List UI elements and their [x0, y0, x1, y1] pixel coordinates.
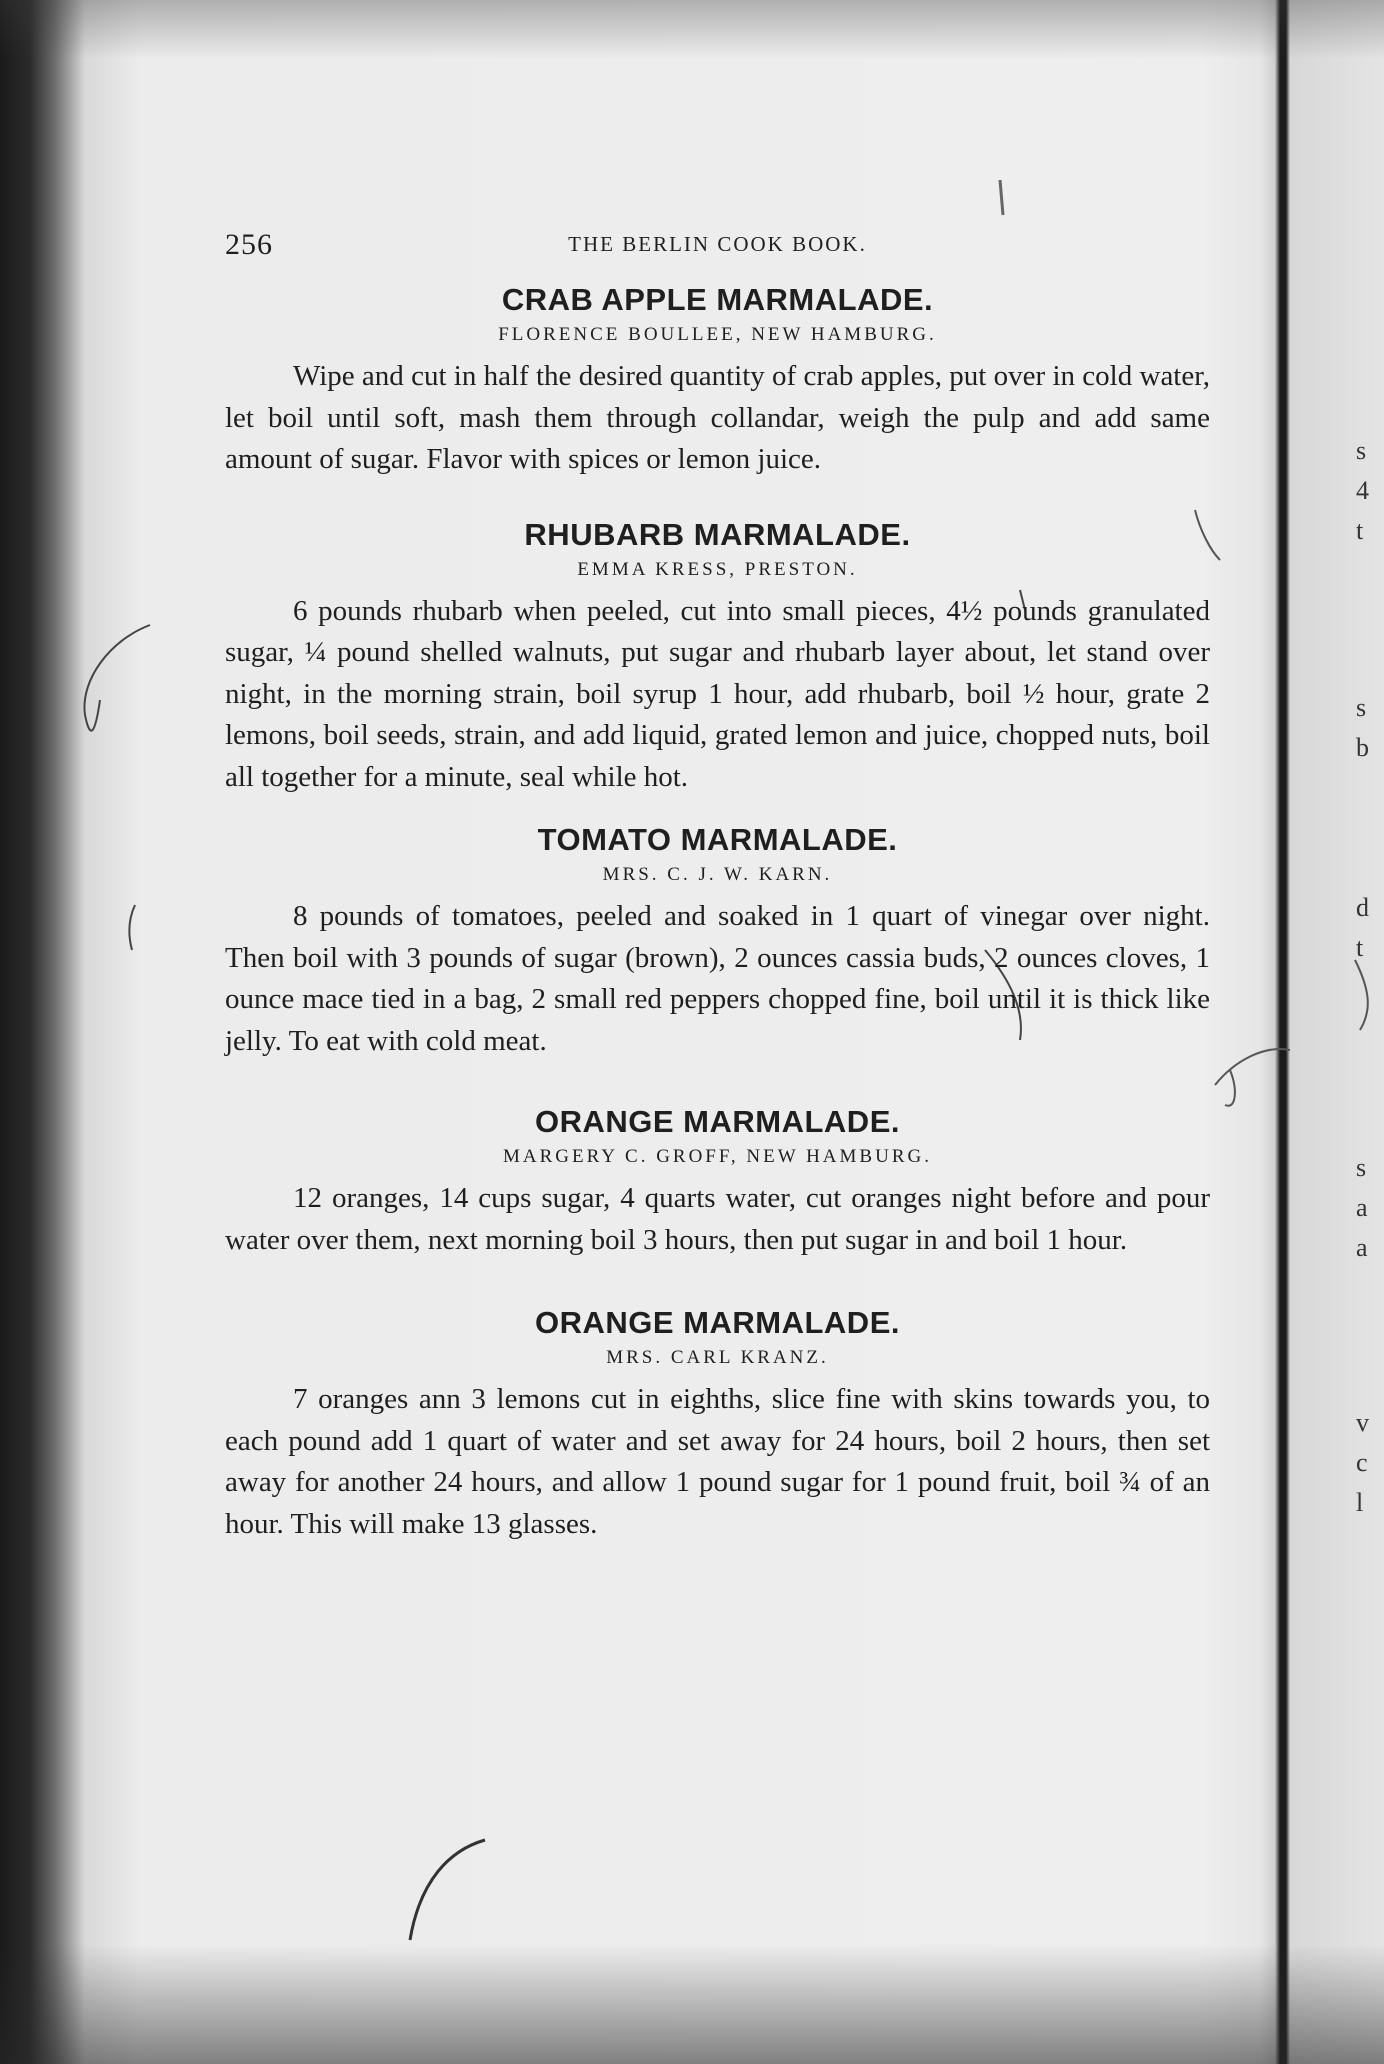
edge-letter: c: [1356, 1448, 1368, 1477]
recipe-crab-apple-marmalade: [225, 280, 1210, 481]
scan-shadow-bottom: [0, 1944, 1384, 2064]
edge-letter: l: [1356, 1488, 1364, 1517]
recipe-title: ORANGE MARMALADE.: [535, 1104, 900, 1139]
book-page: [225, 220, 1210, 1545]
recipe-body: 7 oranges ann 3 lemons cut in eighths, slice fine with skins towards you, to each pound add 1 quart of water and set away for 24 hours, boil 2 hours, then set away for another 24 hours, and allow 1 pound sugar for 1 pound fruit, boil ¾ of an hour. This will make 13 glasses.: [225, 1383, 1210, 1540]
recipe-rhubarb-marmalade: [225, 515, 1210, 799]
edge-letter: v: [1356, 1408, 1369, 1437]
running-head: [225, 220, 1210, 270]
recipe-orange-marmalade-kranz: [225, 1303, 1210, 1545]
recipe-body: 6 pounds rhubarb when peeled, cut into small pieces, 4½ pounds granulated sugar, ¼ pound shelled walnuts, put sugar and rhubarb layer about, let stand over night, in the morning strain, boil syrup 1 hour, add rhubarb, boil ½ hour, grate 2 lemons, boil seeds, strain, and add liquid, grated lemon and juice, chopped nuts, boil all together for a minute, seal while hot.: [225, 594, 1210, 793]
recipe-author: MRS. CARL KRANZ.: [606, 1347, 829, 1368]
edge-letter: d: [1356, 893, 1369, 922]
edge-letter: s: [1356, 1153, 1367, 1182]
recipe-body: 8 pounds of tomatoes, peeled and soaked in 1 quart of vinegar over night. Then boil with 3 pounds of sugar (brown), 2 ounces cassia buds, 2 ounces cloves, 1 ounce mace tied in a bag, 2 small red peppers chopped fine, boil until it is thick like jelly. To eat with cold meat.: [225, 900, 1210, 1057]
recipe-author: MARGERY C. GROFF, NEW HAMBURG.: [503, 1146, 932, 1167]
edge-letter: s: [1356, 693, 1367, 722]
edge-letter: 4: [1356, 476, 1369, 505]
recipe-author: EMMA KRESS, PRESTON.: [577, 558, 858, 580]
recipe-title: ORANGE MARMALADE.: [535, 1305, 900, 1340]
recipe-orange-marmalade-groff: [225, 1102, 1210, 1261]
page-number: 256: [225, 228, 273, 261]
edge-letter: a: [1356, 1193, 1368, 1222]
recipe-author: FLORENCE BOULLEE, NEW HAMBURG.: [498, 324, 937, 345]
edge-letter: t: [1356, 933, 1364, 962]
recipe-author: MRS. C. J. W. KARN.: [602, 864, 833, 885]
edge-letter: t: [1356, 516, 1364, 545]
edge-letter: s: [1356, 436, 1367, 465]
edge-letter: b: [1356, 733, 1369, 762]
edge-letter: a: [1356, 1233, 1368, 1262]
book-title: THE BERLIN COOK BOOK.: [568, 232, 867, 256]
recipe-title: TOMATO MARMALADE.: [537, 822, 898, 857]
recipe-tomato-marmalade: [225, 820, 1210, 1062]
recipe-title: CRAB APPLE MARMALADE.: [501, 282, 934, 317]
recipe-title: RHUBARB MARMALADE.: [524, 516, 911, 552]
recipe-body: Wipe and cut in half the desired quantity of crab apples, put over in cold water, let boil until soft, mash them through collandar, weigh the pulp and add same amount of sugar. Flavor with spices or lemon juice.: [225, 360, 1210, 475]
recipe-body: 12 oranges, 14 cups sugar, 4 quarts water, cut oranges night before and pour water over them, next morning boil 3 hours, then put sugar in and boil 1 hour.: [225, 1182, 1210, 1256]
scan-shadow-top: [0, 0, 1384, 60]
